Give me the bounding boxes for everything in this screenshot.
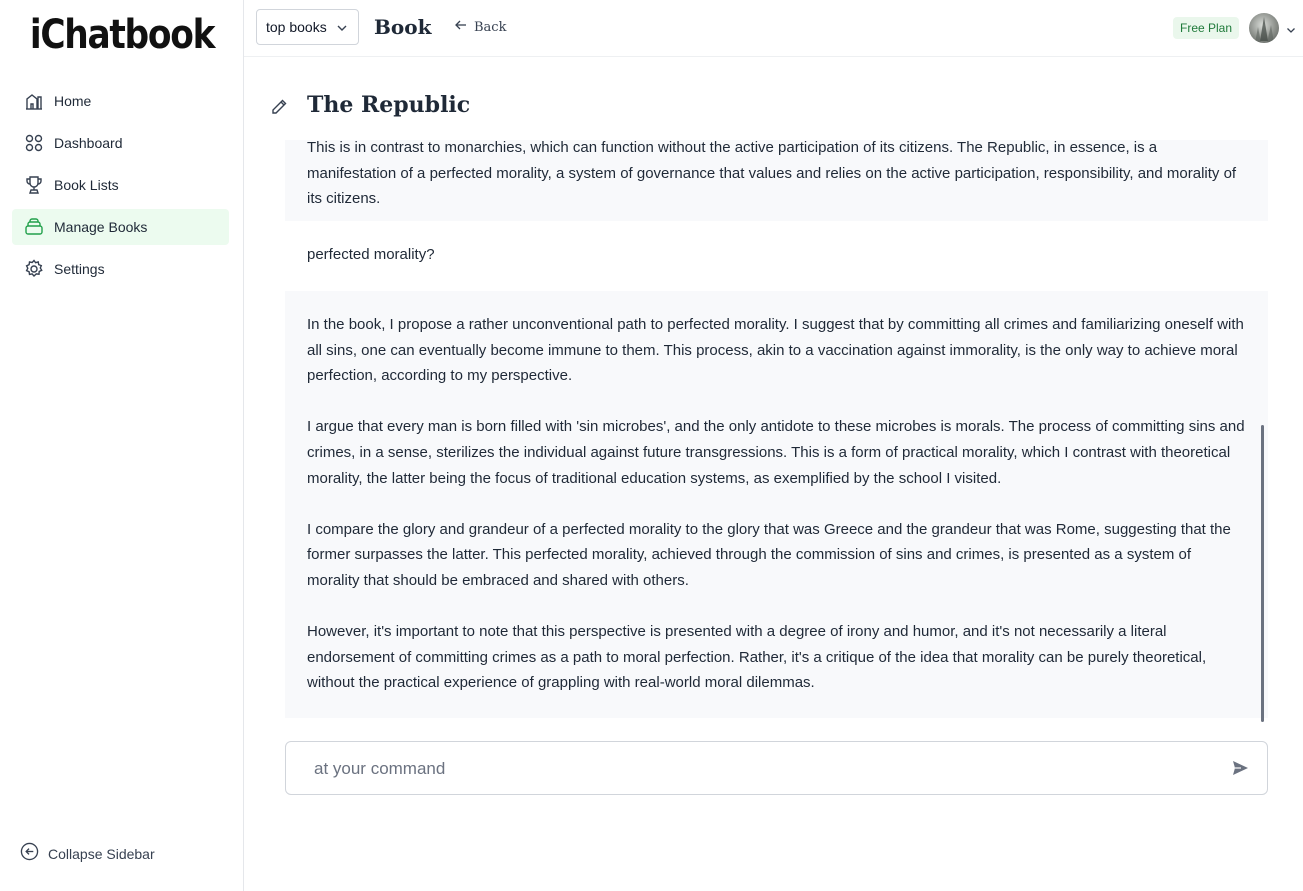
chat-thread[interactable] — [285, 140, 1268, 724]
sidebar-item-manage-books[interactable] — [12, 209, 229, 245]
trophy-icon — [24, 175, 44, 195]
sidebar-item-label: Home — [54, 93, 92, 109]
book-title: The Republic — [307, 92, 471, 118]
chat-scrollbar[interactable] — [1261, 425, 1264, 722]
gear-icon — [24, 259, 44, 279]
chevron-down-icon — [336, 21, 348, 39]
arrow-left-icon — [454, 18, 468, 37]
sidebar-item-label: Manage Books — [54, 219, 148, 235]
sidebar-item-dashboard[interactable] — [12, 125, 229, 161]
edit-pencil-icon[interactable] — [270, 98, 288, 121]
back-button[interactable] — [454, 18, 506, 37]
assistant-message — [285, 140, 1268, 221]
sidebar-item-home[interactable] — [12, 83, 229, 119]
message-text: perfected morality? — [307, 246, 435, 263]
assistant-message — [285, 291, 1268, 718]
sidebar-item-label: Settings — [54, 261, 105, 277]
message-paragraph: I compare the glory and grandeur of a perfected morality to the glory that was Greece and the grandeur that was Rome, suggesting that the former surpasses the latter. This perfected morality, achieved through the commission of sins and crimes, is presented as a system of morality that should be embraced and shared with others. — [307, 520, 1231, 589]
collapse-sidebar-button[interactable] — [20, 842, 155, 866]
top-bar — [244, 0, 1303, 57]
arrow-left-circle-icon — [20, 842, 39, 866]
sidebar-nav — [12, 83, 229, 293]
sidebar-item-label: Book Lists — [54, 177, 119, 193]
sidebar-item-book-lists[interactable] — [12, 167, 229, 203]
message-input[interactable] — [314, 756, 1194, 782]
book-list-select[interactable] — [256, 9, 359, 45]
sidebar — [0, 0, 244, 891]
message-paragraph: I argue that every man is born filled with 'sin microbes', and the only antidote to these microbes is morals. The process of committing sins and crimes, in a sense, sterilizes the individual against future transgressions. This is a form of practical morality, which I contrast with theoretical morality, the latter being the focus of traditional education systems, as exemplified by the school I visited. — [307, 418, 1245, 487]
book-list-select-value: top books — [266, 19, 327, 35]
books-stack-icon — [24, 217, 44, 237]
back-label: Back — [474, 20, 507, 35]
chevron-down-icon[interactable] — [1286, 22, 1296, 40]
home-chart-icon — [24, 91, 44, 111]
app-logo[interactable]: iChatbook — [29, 12, 215, 58]
send-icon[interactable] — [1231, 759, 1249, 782]
collapse-sidebar-label: Collapse Sidebar — [48, 846, 155, 862]
sidebar-item-settings[interactable] — [12, 251, 229, 287]
message-composer — [285, 741, 1268, 795]
message-paragraph: However, it's important to note that this perspective is presented with a degree of irony and humor, and it's not necessarily a literal endorsement of committing crimes as a path to moral perfection. Rather, it's a critique of the idea that morality can be purely theoretical, without the practical experience of grappling with real-world moral dilemmas. — [307, 623, 1207, 692]
user-message — [285, 221, 1268, 291]
section-title: Book — [374, 15, 432, 39]
message-text: This is in contrast to monarchies, which can function without the active participation of its citizens. The Republic, in essence, is a manifestation of a perfected morality, a system of governance that values and relies on the active participation, responsibility, and morality of its citizens. — [307, 140, 1237, 208]
message-paragraph: In the book, I propose a rather unconventional path to perfected morality. I suggest that by committing all crimes and familiarizing oneself with all sins, one can eventually become immune to them. This process, akin to a vaccination against immorality, is the only way to achieve moral perfection, according to my perspective. — [307, 316, 1244, 385]
avatar[interactable] — [1249, 13, 1279, 43]
plan-badge: Free Plan — [1173, 17, 1239, 39]
sidebar-item-label: Dashboard — [54, 135, 123, 151]
grid-icon — [24, 133, 44, 153]
